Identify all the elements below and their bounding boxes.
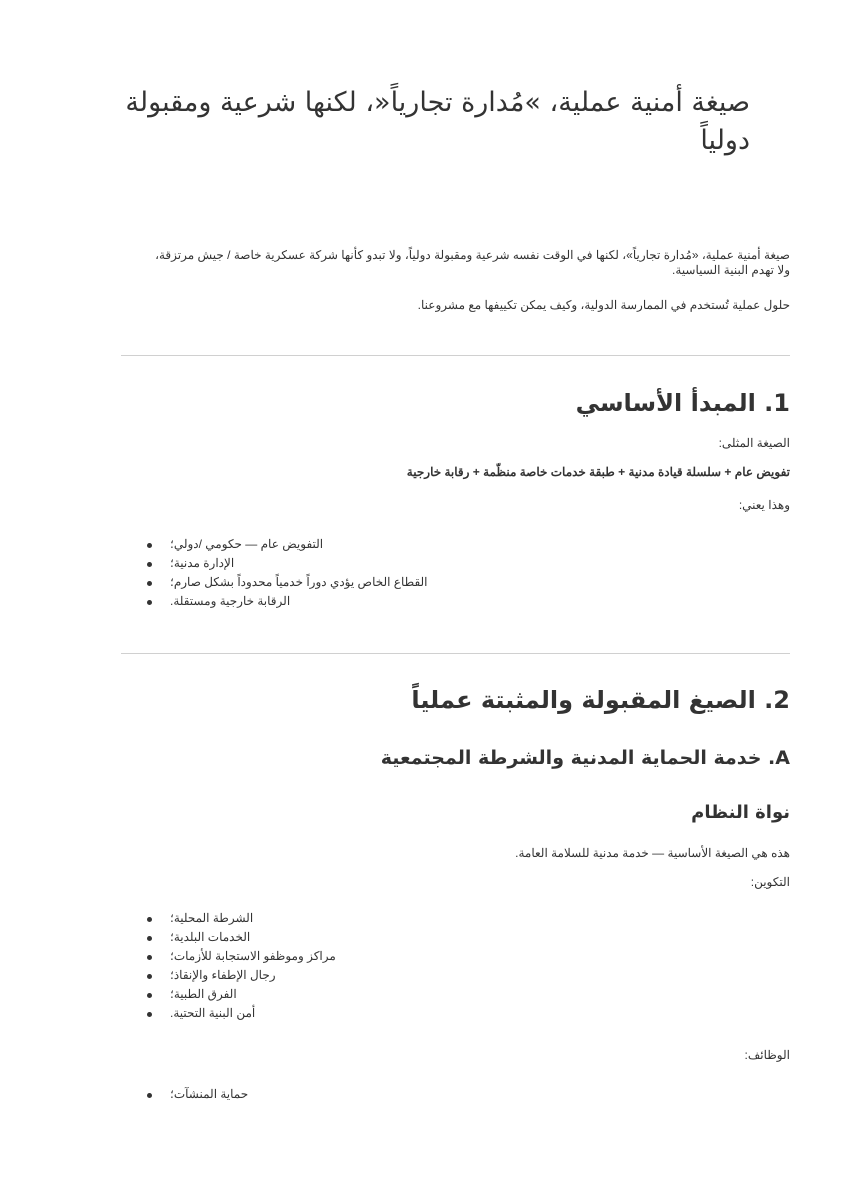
composition-list <box>140 909 440 1023</box>
section2-subheading: A. خدمة الحماية المدنية والشرطة المجتمعية <box>380 747 790 769</box>
meaning-label: وهذا يعني: <box>738 498 790 512</box>
divider <box>121 355 790 356</box>
bullet-icon <box>147 1093 152 1098</box>
list-item: أمن البنية التحتية. <box>140 1004 440 1023</box>
bullet-icon <box>147 562 152 567</box>
bullet-icon <box>147 600 152 605</box>
bullet-icon <box>147 936 152 941</box>
list-item: الإدارة مدنية؛ <box>140 554 440 573</box>
bullet-icon <box>147 974 152 979</box>
list-item: التفويض عام — حكومي /دولي؛ <box>140 535 440 554</box>
list-item: الفرق الطبية؛ <box>140 985 440 1004</box>
bullet-icon <box>147 581 152 586</box>
list-item: القطاع الخاص يؤدي دوراً خدمياً محدوداً بشكل صارم؛ <box>140 573 440 592</box>
intro-subparagraph: حلول عملية تُستخدم في الممارسة الدولية، وكيف يمكن تكييفها مع مشروعنا. <box>417 298 790 312</box>
formula-label: الصيغة المثلى: <box>718 436 790 450</box>
bullet-icon <box>147 917 152 922</box>
list-item: حماية المنشآت؛ <box>140 1085 440 1104</box>
section1-heading: 1. المبدأ الأساسي <box>575 389 790 417</box>
functions-label: الوظائف: <box>744 1048 790 1062</box>
bullet-icon <box>147 1012 152 1017</box>
divider <box>121 653 790 654</box>
list-item: الشرطة المحلية؛ <box>140 909 440 928</box>
formula-text: تفويض عام + سلسلة قيادة مدنية + طبقة خدمات خاصة منظّمة + رقابة خارجية <box>406 465 790 479</box>
functions-list <box>140 1085 440 1104</box>
core-text: هذه هي الصيغة الأساسية — خدمة مدنية للسلامة العامة. <box>515 846 790 860</box>
section2-heading: 2. الصيغ المقبولة والمثبتة عملياً <box>411 686 790 714</box>
bullet-icon <box>147 543 152 548</box>
list-item: رجال الإطفاء والإنقاذ؛ <box>140 966 440 985</box>
list-item: مراكز وموظفو الاستجابة للأزمات؛ <box>140 947 440 966</box>
list-item: الرقابة خارجية ومستقلة. <box>140 592 440 611</box>
intro-paragraph: صيغة أمنية عملية، «مُدارة تجارياً»، لكنها في الوقت نفسه شرعية ومقبولة دولياً، ولا تبدو كأنها شركة عسكرية خاصة / جيش مرتزقة، ولا تهدم البنية السياسية. <box>155 248 790 277</box>
principles-list <box>140 535 440 611</box>
bullet-icon <box>147 993 152 998</box>
core-heading: نواة النظام <box>691 802 790 823</box>
bullet-icon <box>147 955 152 960</box>
document-title: صيغة أمنية عملية، »مُدارة تجارياً«، لكنها شرعية ومقبولة دولياً <box>125 87 750 156</box>
list-item: الخدمات البلدية؛ <box>140 928 440 947</box>
composition-label: التكوين: <box>750 875 790 889</box>
